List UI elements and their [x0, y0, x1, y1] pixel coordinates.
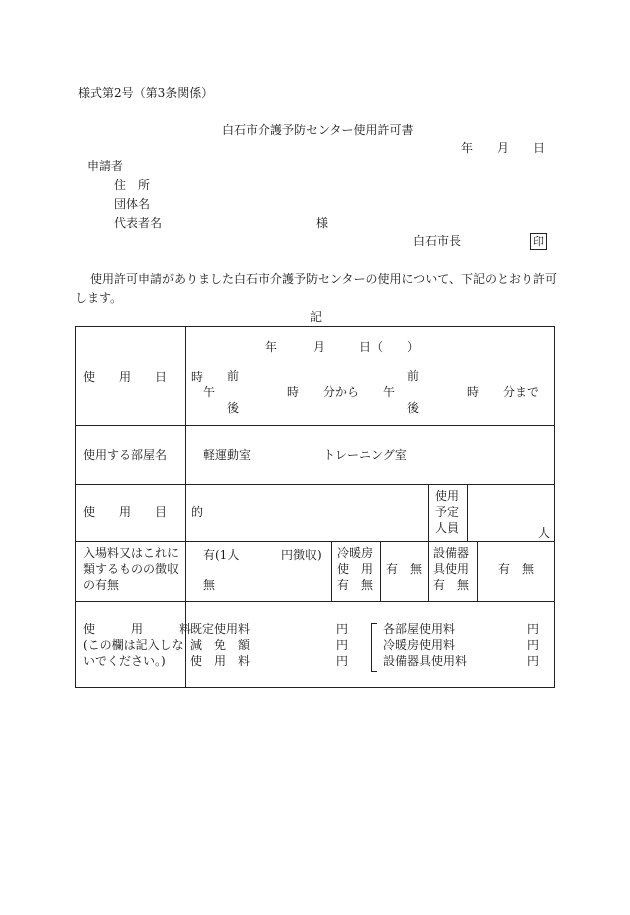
group-name-label: 団体名 [114, 197, 151, 211]
hvac-fee-label: 冷暖房使用料 [383, 638, 456, 652]
row-divider [75, 484, 555, 485]
end-pm: 後 [407, 401, 420, 415]
attendees-label-l2: 予定 [435, 505, 460, 519]
address-label: 住 所 [114, 178, 151, 192]
admission-label-l2: 類するものの徴収 [83, 562, 180, 576]
column-divider [477, 541, 478, 601]
date-day-label: 日 [533, 141, 546, 155]
purpose-label: 使 用 目 的 [83, 505, 204, 519]
equipment-fee-yen: 円 [527, 654, 540, 668]
row-divider [75, 425, 555, 426]
room-fee-yen: 円 [527, 622, 540, 636]
rooms-label: 使用する部屋名 [83, 448, 168, 462]
admission-label-l3: の有無 [83, 578, 120, 592]
date-year-label: 年 [461, 141, 474, 155]
column-divider [380, 541, 381, 601]
representative-label: 代表者名 [114, 216, 163, 230]
set-fee-yen: 円 [336, 622, 349, 636]
datetime-year: 年 [265, 340, 278, 354]
hvac-label-l3: 有 無 [337, 578, 374, 592]
equipment-label-l2: 具使用 [433, 562, 470, 576]
usage-fee-yen: 円 [336, 654, 349, 668]
room-option-training: トレーニング室 [323, 448, 407, 462]
admission-no: 無 [203, 578, 216, 592]
end-hour: 時 [467, 385, 480, 399]
attendees-unit: 人 [538, 526, 551, 540]
equipment-label-l3: 有 無 [433, 578, 470, 592]
hvac-fee-yen: 円 [527, 638, 540, 652]
usage-fee-label: 使 用 料 [190, 654, 251, 668]
attendees-label-l3: 人員 [435, 521, 460, 535]
honorific: 様 [316, 216, 329, 230]
applicant-label: 申請者 [87, 159, 124, 173]
admission-label-l1: 入場料又はこれに [83, 546, 180, 560]
body-text-line1: 使用許可申請がありました白石市介護予防センターの使用について、下記のとおり許可 [90, 272, 558, 286]
fee-breakdown-bracket [371, 623, 377, 672]
seal-mark: 印 [530, 233, 547, 250]
attendees-label-l1: 使用 [435, 489, 460, 503]
hvac-value: 有 無 [386, 562, 423, 576]
until-text: 分まで [503, 385, 540, 399]
room-option-light-exercise: 軽運動室 [203, 448, 252, 462]
document-title: 白石市介護予防センター使用許可書 [222, 123, 414, 137]
start-noon: 午 [203, 385, 216, 399]
room-fee-label: 各部屋使用料 [383, 622, 456, 636]
from-text: 分から [323, 385, 360, 399]
row-divider [75, 601, 555, 602]
start-am: 前 [227, 369, 240, 383]
hvac-label-l2: 使 用 [337, 562, 374, 576]
reduction-label: 減 免 額 [190, 638, 251, 652]
admission-yes: 有(1人 [203, 548, 240, 562]
admission-yes-suffix: 円徴収) [281, 548, 322, 562]
equipment-value: 有 無 [498, 562, 535, 576]
datetime-day: 日（ ） [359, 340, 420, 354]
column-divider [331, 541, 332, 601]
equipment-fee-label: 設備器具使用料 [383, 654, 468, 668]
row-divider [75, 541, 555, 542]
start-hour: 時 [287, 385, 300, 399]
reduction-yen: 円 [336, 638, 349, 652]
end-noon: 午 [383, 385, 396, 399]
hvac-label-l1: 冷暖房 [337, 546, 374, 560]
date-month-label: 月 [497, 141, 510, 155]
form-number: 様式第2号（第3条関係） [78, 86, 214, 100]
set-fee-label: 既定使用料 [190, 622, 251, 636]
ki-heading: 記 [310, 310, 323, 324]
end-am: 前 [407, 369, 420, 383]
body-text-line2: します。 [75, 291, 123, 305]
fee-label-l3: いでください。) [83, 654, 166, 668]
fee-label-l2: (この欄は記入しな [83, 638, 184, 652]
equipment-label-l1: 設備器 [433, 546, 470, 560]
issuer-name: 白石市長 [413, 234, 462, 248]
datetime-label: 使 用 日 時 [83, 370, 204, 384]
column-divider [428, 484, 429, 601]
fee-label-l1: 使 用 料 [83, 622, 192, 636]
column-divider [467, 484, 468, 541]
start-pm: 後 [227, 401, 240, 415]
datetime-month: 月 [313, 340, 326, 354]
